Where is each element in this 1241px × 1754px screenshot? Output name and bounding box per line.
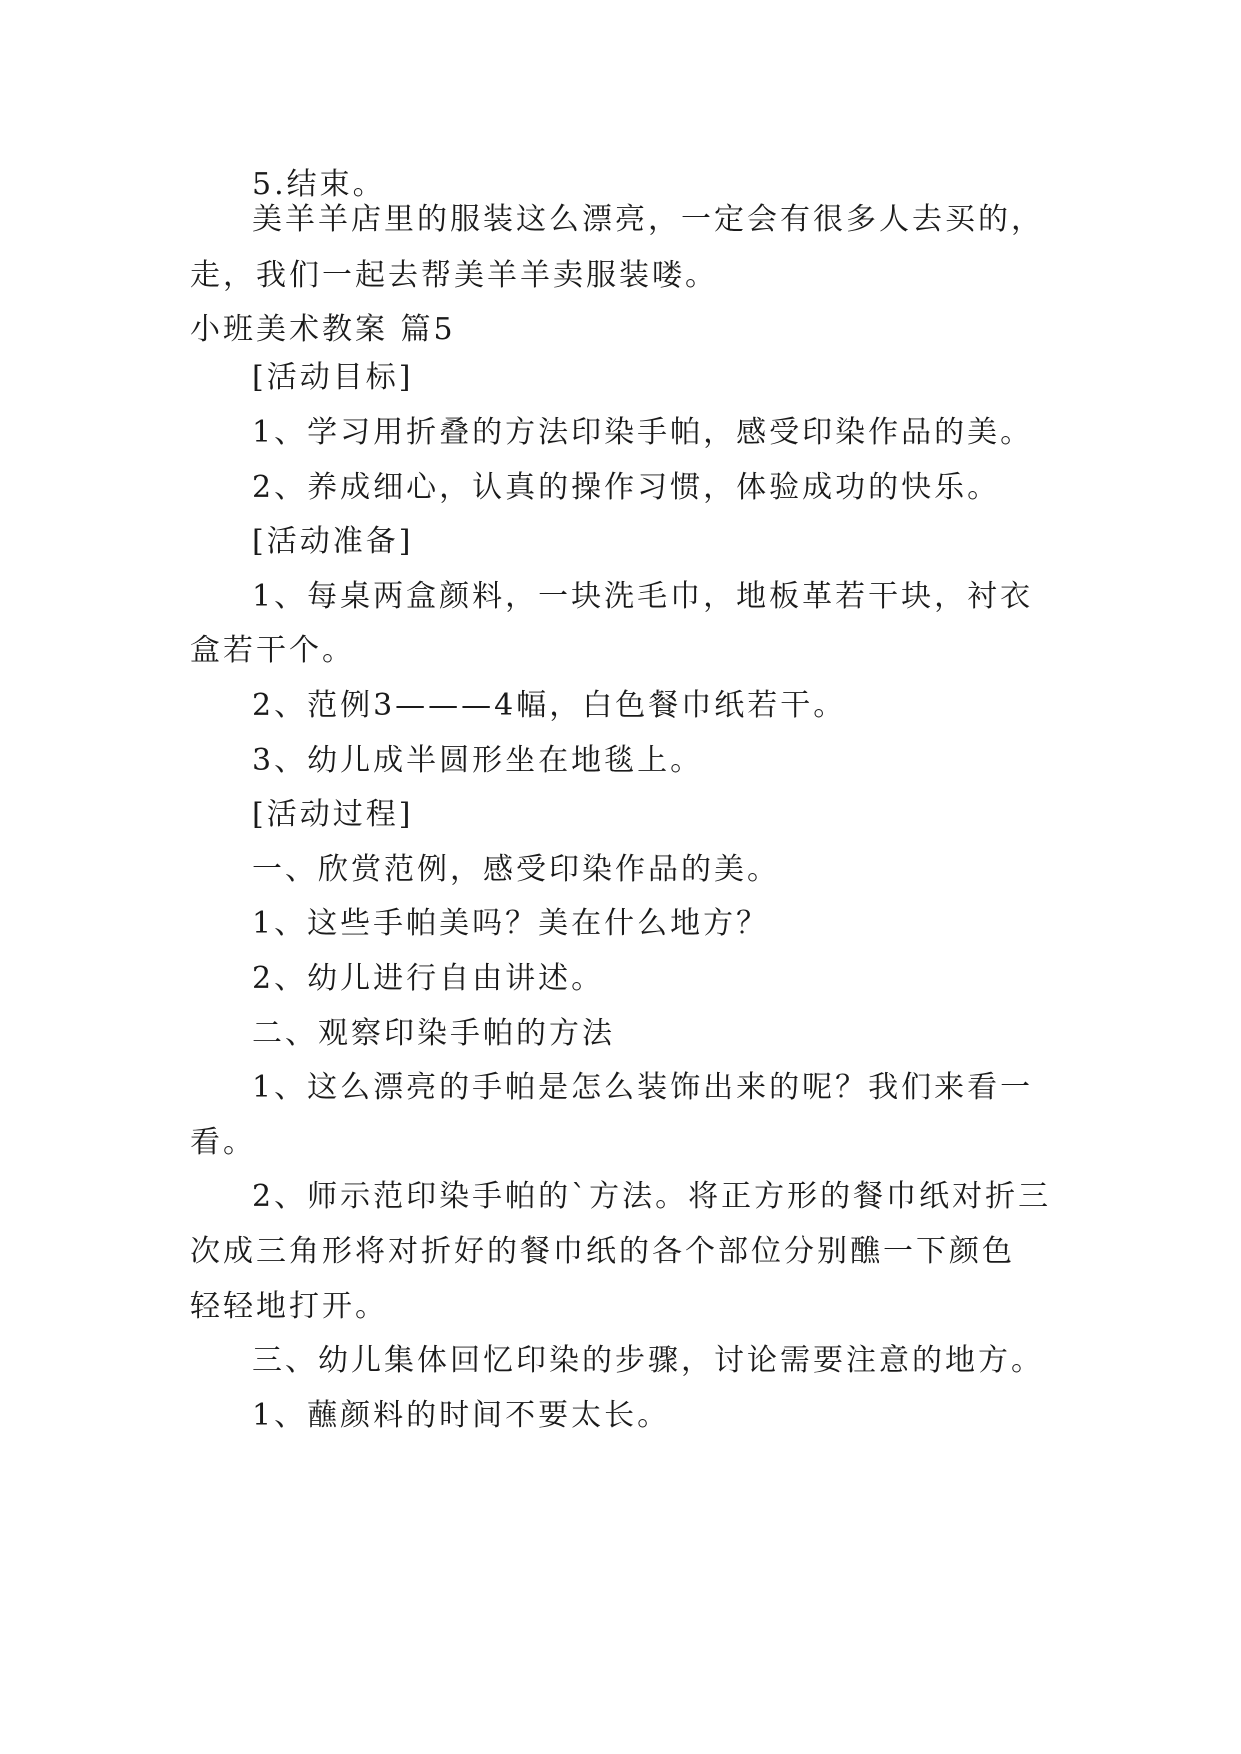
list-item: 1、学习用折叠的方法印染手帕，感受印染作品的美。 bbox=[252, 415, 1034, 450]
paragraph-line: 美羊羊店里的服装这么漂亮，一定会有很多人去买的， bbox=[252, 202, 1044, 237]
list-item: 1、每桌两盒颜料，一块洗毛巾，地板革若干块，衬衣 bbox=[252, 579, 1034, 614]
list-item-continued: 看。 bbox=[190, 1125, 256, 1160]
list-item: 1、这么漂亮的手帕是怎么装饰出来的呢？我们来看一 bbox=[252, 1070, 1034, 1105]
section-heading-process: [活动过程] bbox=[252, 797, 414, 832]
paragraph-line: 走，我们一起去帮美羊羊卖服装喽。 bbox=[190, 258, 718, 293]
list-item: 2、幼儿进行自由讲述。 bbox=[252, 961, 605, 996]
list-item: 2、师示范印染手帕的`方法。将正方形的餐巾纸对折三 bbox=[252, 1179, 1052, 1214]
step-5-heading: 5.结束。 bbox=[252, 167, 386, 202]
section-heading-prep: [活动准备] bbox=[252, 524, 414, 559]
list-item: 1、这些手帕美吗？美在什么地方？ bbox=[252, 906, 770, 941]
list-item: 2、养成细心，认真的操作习惯，体验成功的快乐。 bbox=[252, 470, 1001, 505]
subsection-heading: 三、幼儿集体回忆印染的步骤，讨论需要注意的地方。 bbox=[252, 1343, 1044, 1378]
subsection-heading: 一、欣赏范例，感受印染作品的美。 bbox=[252, 852, 780, 887]
subsection-heading: 二、观察印染手帕的方法 bbox=[252, 1016, 615, 1051]
list-item-continued: 次成三角形将对折好的餐巾纸的各个部位分别醮一下颜色 bbox=[190, 1234, 1015, 1269]
section-heading-goals: [活动目标] bbox=[252, 360, 414, 395]
list-item-continued: 盒若干个。 bbox=[190, 633, 355, 668]
list-item: 1、蘸颜料的时间不要太长。 bbox=[252, 1398, 671, 1433]
list-item-continued: 轻轻地打开。 bbox=[190, 1289, 388, 1324]
list-item: 2、范例3———4幅，白色餐巾纸若干。 bbox=[252, 688, 847, 723]
section-title: 小班美术教案 篇5 bbox=[190, 312, 456, 347]
list-item: 3、幼儿成半圆形坐在地毯上。 bbox=[252, 743, 704, 778]
